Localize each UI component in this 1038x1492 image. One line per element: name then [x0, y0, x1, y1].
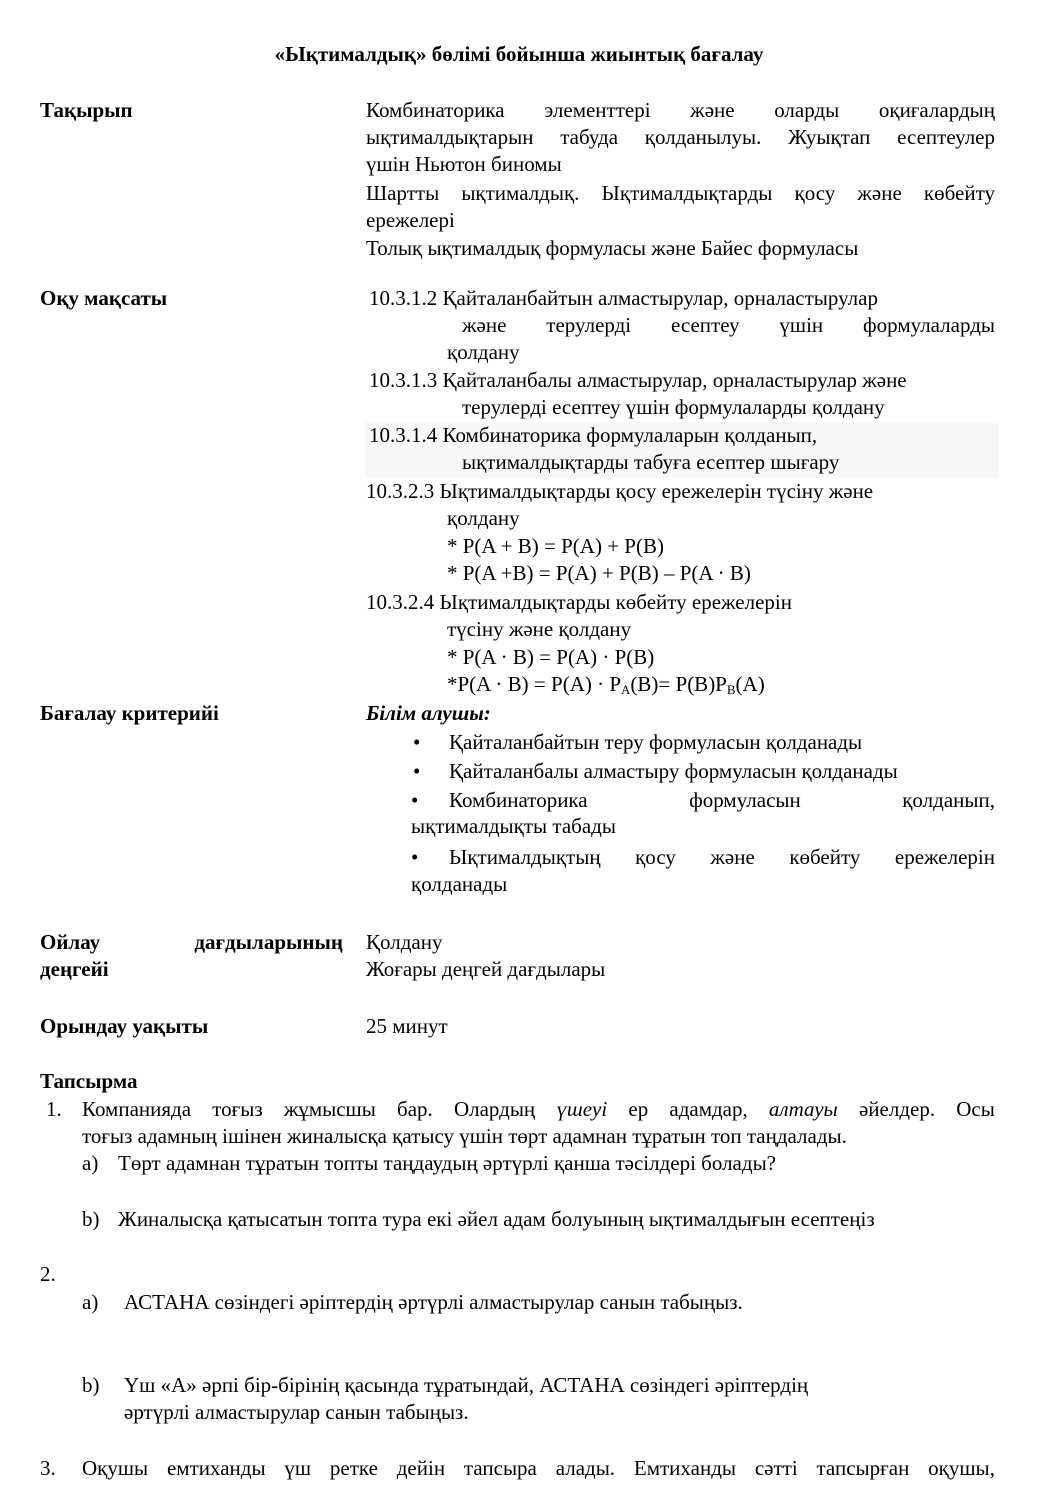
subtask-text: әртүрлі алмастырулар санын табыңыз.	[124, 1400, 469, 1424]
skills-label: Ойлау дағдыларының	[40, 930, 343, 954]
task-text: тоғыз адамның ішінен жиналысқа қатысу үшін төрт адамнан тұратын топ таңдалады.	[82, 1124, 847, 1148]
bullet-icon: •	[411, 845, 419, 869]
page-title: «Ықтималдық» бөлімі бойынша жиынтық бағалау	[274, 42, 764, 66]
criteria-item-cont: қолданады	[411, 872, 508, 896]
topic-line: Шартты ықтималдық. Ықтималдықтарды қосу және көбейту	[366, 181, 995, 205]
objective-line: 10.3.2.4 Ықтималдықтарды көбейту ережелерін	[366, 590, 792, 614]
criteria-label: Бағалау критерийі	[40, 701, 219, 725]
formula-line: * P(A + B) = P(A) + P(B)	[447, 534, 664, 558]
subtask-label: b)	[82, 1207, 100, 1231]
criteria-item: • Қайталанбайтын теру формуласын қолданады	[413, 730, 863, 754]
formula-line: $*P(A \cdot B) = P(A) \cdot P_A(B)= P(B)P_B(A)$	[447, 672, 765, 697]
objective-line: терулерді есептеу үшін формулаларды қолдану	[462, 395, 885, 419]
topic-line: үшін Ньютон биномы	[366, 152, 562, 176]
skills-value: Қолдану	[366, 930, 443, 954]
formula-line: * P(A +B) = P(A) + P(B) – P(A · B)	[447, 561, 751, 585]
subtask-label: a)	[82, 1151, 99, 1175]
criteria-item: • Комбинаторика формуласын қолданып,	[411, 788, 995, 812]
subtask-label: b)	[82, 1373, 100, 1397]
topic-line: ережелері	[366, 208, 455, 232]
task-number: 1.	[46, 1097, 62, 1121]
criteria-item-cont: ықтималдықты табады	[411, 814, 616, 838]
task-number: 3.	[40, 1456, 56, 1480]
subtask-text: Үш «А» әрпі бір-бірінің қасында тұратындай, АСТАНА сөзіндегі әріптердің	[124, 1373, 809, 1397]
topic-line: ықтималдықтарын табуда қолданылуы. Жуықтап есептеулер	[366, 125, 995, 149]
task-number: 2.	[40, 1262, 56, 1286]
objective-line: 10.3.2.3 Ықтималдықтарды қосу ережелерін түсіну және	[366, 479, 874, 503]
time-value: 25 минут	[366, 1014, 448, 1038]
subtask-text: Жиналысқа қатысатын топта тура екі әйел адам болуының ықтималдығын есептеңіз	[118, 1207, 875, 1231]
objective-line: және терулерді есептеу үшін формулаларды	[462, 313, 995, 337]
bullet-icon: •	[413, 730, 421, 754]
criteria-item: • Ықтималдықтың қосу және көбейту ережелерін	[411, 845, 995, 869]
criteria-item: • Қайталанбалы алмастыру формуласын қолданады	[413, 759, 898, 783]
topic-line: Толық ықтималдық формуласы және Байес формуласы	[366, 236, 859, 260]
objectives-label: Оқу мақсаты	[40, 286, 168, 310]
bullet-icon: •	[413, 759, 421, 783]
task-text: Оқушы емтиханды үш ретке дейін тапсыра алады. Емтиханды сәтті тапсырған оқушы,	[82, 1456, 995, 1480]
subtask-label: a)	[82, 1290, 99, 1314]
objective-line: ықтималдықтарды табуға есептер шығару	[462, 450, 840, 474]
tasks-heading: Тапсырма	[40, 1069, 138, 1093]
topic-label: Тақырып	[40, 98, 133, 122]
criteria-intro: Білім алушы:	[366, 701, 491, 725]
subtask-text: АСТАНА сөзіндегі әріптердің әртүрлі алмастырулар санын табыңыз.	[124, 1290, 743, 1314]
skills-label-line2: деңгейі	[40, 957, 109, 981]
task-text: Компанияда тоғыз жұмысшы бар. Олардың үшеуі ер адамдар, алтауы әйелдер. Осы	[82, 1097, 995, 1121]
objective-line: қолдану	[447, 506, 520, 530]
time-label: Орындау уақыты	[40, 1014, 209, 1038]
formula-line: * P(A · B) = P(A) · P(B)	[447, 645, 655, 669]
objective-line: 10.3.1.4 Комбинаторика формулаларын қолданып,	[369, 423, 818, 447]
topic-line: Комбинаторика элементтері және оларды оқиғалардың	[366, 98, 995, 122]
objective-line: 10.3.1.3 Қайталанбалы алмастырулар, орналастырулар және	[369, 368, 907, 392]
bullet-icon: •	[411, 788, 419, 812]
skills-value: Жоғары деңгей дағдылары	[366, 957, 606, 981]
objective-line: қолдану	[447, 340, 520, 364]
subtask-text: Төрт адамнан тұратын топты таңдаудың әртүрлі қанша тәсілдері болады?	[118, 1151, 776, 1175]
objective-line: түсіну және қолдану	[447, 617, 632, 641]
objective-line: 10.3.1.2 Қайталанбайтын алмастырулар, орналастырулар	[369, 286, 878, 310]
